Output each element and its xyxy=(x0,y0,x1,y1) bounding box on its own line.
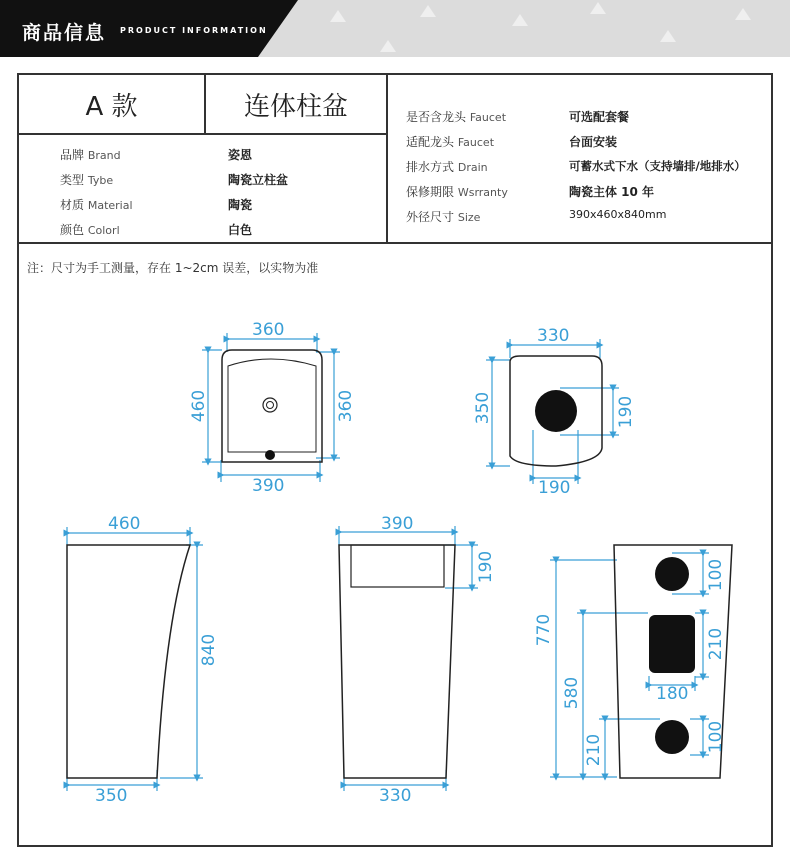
spec-label-en: Faucet xyxy=(469,111,507,124)
spec-label: 品牌 xyxy=(60,148,85,162)
dim-label: 390 xyxy=(252,476,285,496)
spec-label-en: Brand xyxy=(87,149,121,162)
dim-label: 330 xyxy=(537,326,570,346)
spec-label: 保修期限 xyxy=(406,185,455,199)
spec-label-en: Faucet xyxy=(457,136,495,149)
spec-label: 颜色 xyxy=(60,223,85,237)
spec-label: 外径尺寸 xyxy=(406,210,455,224)
measurement-note: 注：尺寸为手工测量，存在 1~2cm 误差，以实物为准 xyxy=(27,261,319,275)
dim-label: 350 xyxy=(95,786,128,806)
dim-label: 580 xyxy=(562,676,583,710)
spec-label-en: Wsrranty xyxy=(457,186,508,199)
dim-label: 210 xyxy=(706,627,727,661)
dim-label: 460 xyxy=(189,389,210,423)
spec-label-en: Colorl xyxy=(87,224,120,237)
spec-value: 陶瓷 xyxy=(228,198,253,212)
dim-label: 190 xyxy=(538,478,571,498)
dim-label: 350 xyxy=(473,391,494,425)
spec-label-en: Material xyxy=(87,199,133,212)
spec-value: 可蓄水式下水（支持墙排/地排水） xyxy=(569,159,746,173)
spec-value: 陶瓷立柱盆 xyxy=(228,173,289,187)
dim-label: 180 xyxy=(656,684,689,704)
spec-value: 390x460x840mm xyxy=(569,208,667,221)
header-title: 商品信息 xyxy=(22,22,107,44)
spec-value: 可选配套餐 xyxy=(569,110,630,124)
dim-label: 100 xyxy=(706,558,727,592)
dim-label: 190 xyxy=(476,550,497,584)
spec-label: 类型 xyxy=(60,173,85,187)
spec-label-en: Drain xyxy=(457,161,488,174)
spec-label-en: Size xyxy=(457,211,481,224)
spec-label: 材质 xyxy=(60,198,85,212)
product-type-name: 连体柱盆 xyxy=(243,92,348,122)
dim-label: 360 xyxy=(252,320,285,340)
dim-label: 190 xyxy=(616,395,637,429)
dim-label: 210 xyxy=(584,733,605,767)
header-subtitle: PRODUCT INFORMATION xyxy=(120,26,268,35)
spec-label: 适配龙头 xyxy=(406,135,455,149)
dim-label: 330 xyxy=(379,786,412,806)
model-name: A 款 xyxy=(85,92,138,122)
dim-label: 840 xyxy=(199,633,220,667)
spec-value: 白色 xyxy=(228,223,253,237)
spec-value: 姿恩 xyxy=(228,148,253,162)
spec-label: 排水方式 xyxy=(406,160,455,174)
dim-label: 360 xyxy=(336,389,357,423)
dim-label: 100 xyxy=(706,720,727,754)
spec-value: 台面安装 xyxy=(569,135,618,149)
dim-label: 460 xyxy=(108,514,141,534)
dim-label: 390 xyxy=(381,514,414,534)
dim-label: 770 xyxy=(534,613,555,647)
spec-label-en: Tybe xyxy=(87,174,114,187)
spec-label: 是否含龙头 xyxy=(406,110,467,124)
spec-value: 陶瓷主体 10 年 xyxy=(569,185,655,199)
